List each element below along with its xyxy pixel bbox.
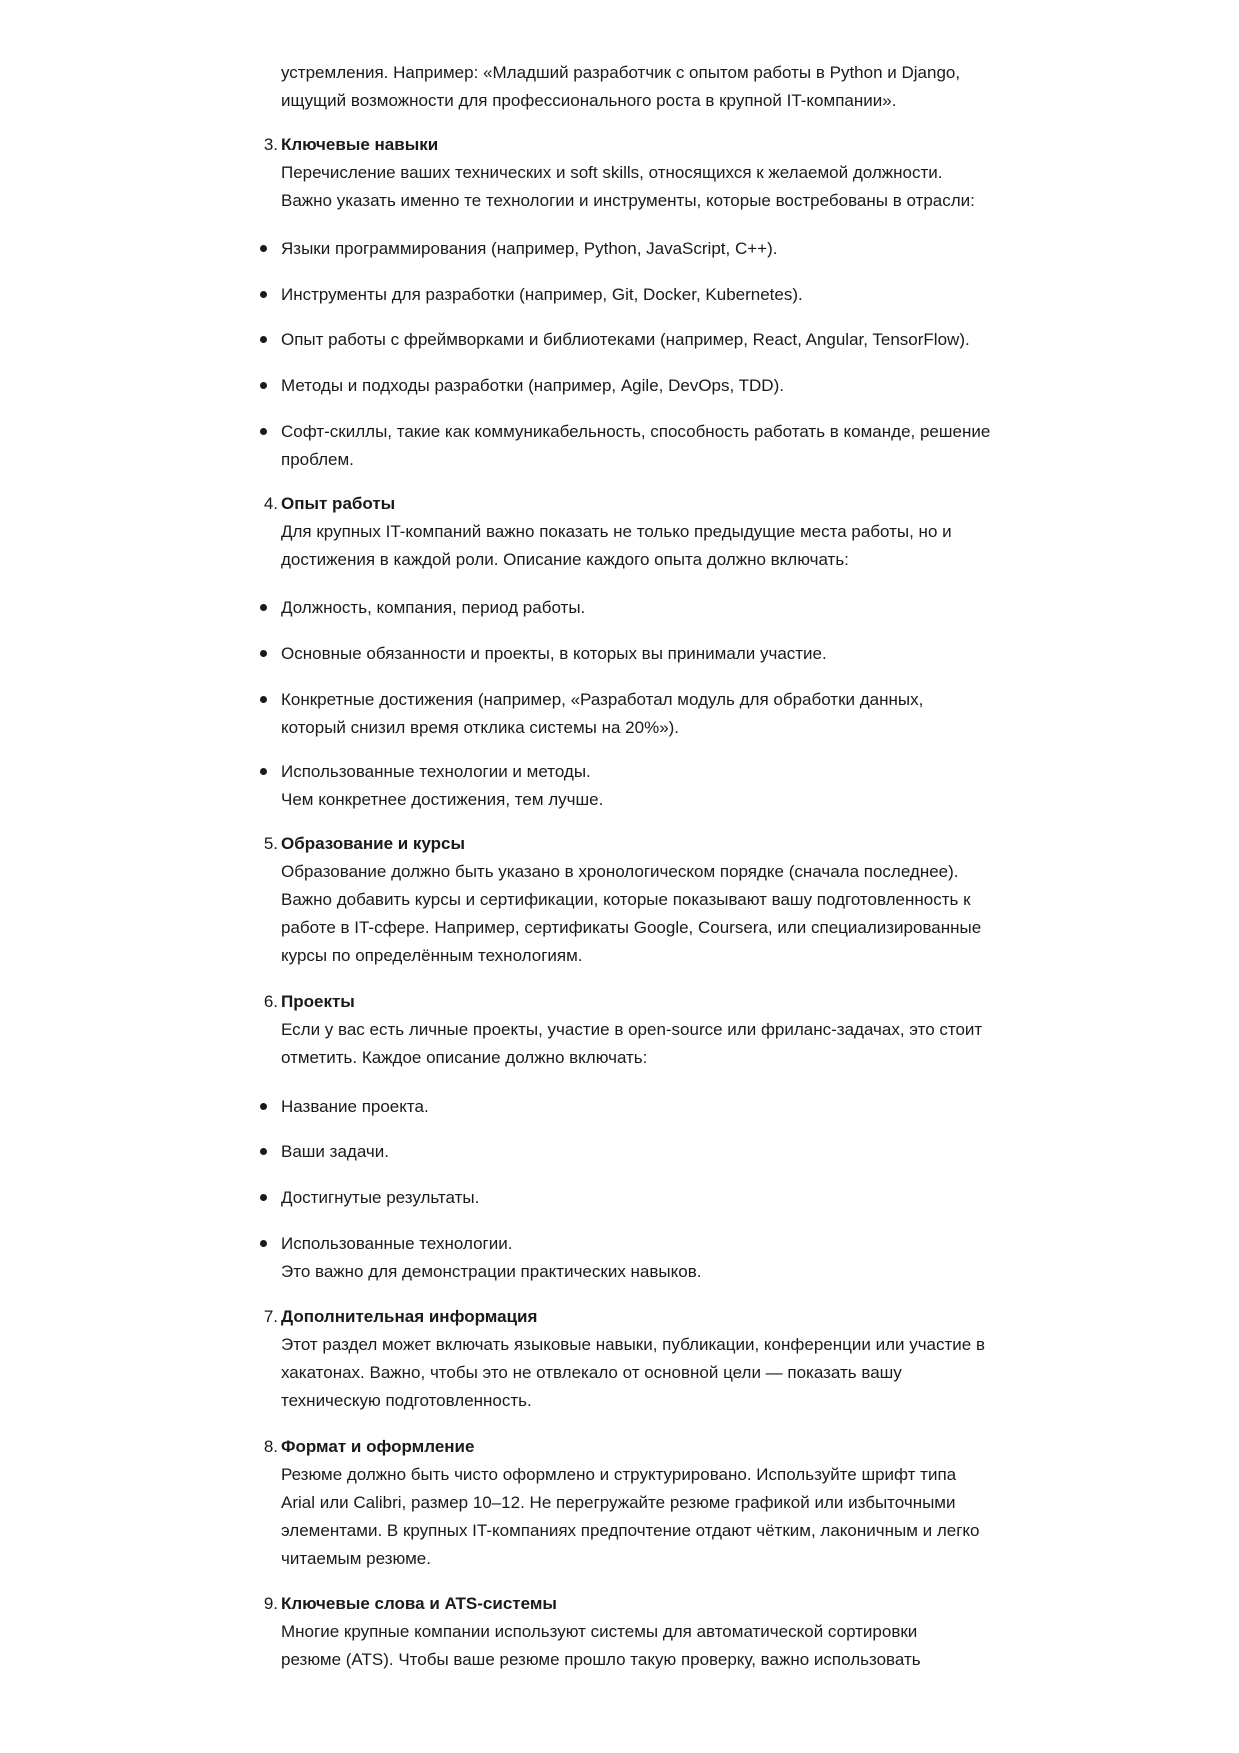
paragraph-line: курсы по определённым технологиям. <box>281 946 583 965</box>
paragraph-line: Важно указать именно те технологии и инструменты, которые востребованы в отрасли: <box>281 191 975 210</box>
list-item: Конкретные достижения (например, «Разработал модуль для обработки данных, <box>281 690 924 709</box>
section-number: 4. <box>263 494 278 513</box>
list-item: Методы и подходы разработки (например, Agile, DevOps, TDD). <box>281 376 784 395</box>
bullet-dot-icon <box>260 650 267 657</box>
list-item: Инструменты для разработки (например, Git, Docker, Kubernetes). <box>281 285 803 304</box>
section-title: Образование и курсы <box>281 834 466 853</box>
bullet-dot-icon <box>260 245 267 252</box>
section-title: Проекты <box>281 992 355 1011</box>
paragraph-line: Многие крупные компании используют системы для автоматической сортировки <box>281 1622 918 1641</box>
paragraph-line: отметить. Каждое описание должно включать: <box>281 1048 648 1067</box>
bullet-dot-icon <box>260 1194 267 1201</box>
section-title: Ключевые слова и ATS-системы <box>281 1594 557 1613</box>
bullet-dot-icon <box>260 1148 267 1155</box>
list-item-continuation: Чем конкретнее достижения, тем лучше. <box>281 790 604 809</box>
section-title: Ключевые навыки <box>281 135 439 154</box>
bullet-dot-icon <box>260 291 267 298</box>
list-item: Использованные технологии и методы. <box>281 762 591 781</box>
bullet-dot-icon <box>260 428 267 435</box>
paragraph-line: работе в IT-сфере. Например, сертификаты Google, Coursera, или специализированные <box>281 918 982 937</box>
list-item-continuation: Это важно для демонстрации практических навыков. <box>281 1262 702 1281</box>
paragraph-line: достижения в каждой роли. Описание каждого опыта должно включать: <box>281 550 849 569</box>
paragraph-line: читаемым резюме. <box>281 1549 431 1568</box>
section-number: 7. <box>263 1307 278 1326</box>
paragraph-line: техническую подготовленность. <box>281 1391 532 1410</box>
section-title: Дополнительная информация <box>281 1307 538 1326</box>
list-item: Название проекта. <box>281 1097 429 1116</box>
list-item: Должность, компания, период работы. <box>281 598 586 617</box>
list-item: Опыт работы с фреймворками и библиотеками (например, React, Angular, TensorFlow). <box>281 330 970 349</box>
section-number: 9. <box>263 1594 278 1613</box>
paragraph-line: устремления. Например: «Младший разработчик с опытом работы в Python и Django, <box>281 63 961 82</box>
paragraph-line: хакатонах. Важно, чтобы это не отвлекало от основной цели — показать вашу <box>281 1363 902 1382</box>
paragraph-line: Этот раздел может включать языковые навыки, публикации, конференции или участие в <box>281 1335 986 1354</box>
list-item: Использованные технологии. <box>281 1234 513 1253</box>
section-title: Опыт работы <box>281 494 396 513</box>
paragraph-line: Для крупных IT-компаний важно показать не только предыдущие места работы, но и <box>281 522 952 541</box>
section-number: 6. <box>263 992 278 1011</box>
list-item-continuation: который снизил время отклика системы на 20%»). <box>281 718 680 737</box>
paragraph-line: Перечисление ваших технических и soft skills, относящихся к желаемой должности. <box>281 163 943 182</box>
section-number: 5. <box>263 834 278 853</box>
paragraph-line: элементами. В крупных IT-компаниях предпочтение отдают чётким, лаконичным и легко <box>281 1521 980 1540</box>
bullet-dot-icon <box>260 696 267 703</box>
paragraph-line: Arial или Calibri, размер 10–12. Не перегружайте резюме графикой или избыточными <box>281 1493 956 1512</box>
bullet-dot-icon <box>260 604 267 611</box>
paragraph-line: Резюме должно быть чисто оформлено и структурировано. Используйте шрифт типа <box>281 1465 957 1484</box>
list-item: Языки программирования (например, Python, JavaScript, C++). <box>281 239 778 258</box>
paragraph-line: Важно добавить курсы и сертификации, которые показывают вашу подготовленность к <box>281 890 971 909</box>
bullet-dot-icon <box>260 1240 267 1247</box>
list-item-continuation: проблем. <box>281 450 354 469</box>
bullet-dot-icon <box>260 768 267 775</box>
paragraph-line: Образование должно быть указано в хронологическом порядке (сначала последнее). <box>281 862 959 881</box>
bullet-dot-icon <box>260 382 267 389</box>
list-item: Достигнутые результаты. <box>281 1188 480 1207</box>
list-item: Основные обязанности и проекты, в которых вы принимали участие. <box>281 644 827 663</box>
section-number: 3. <box>263 135 278 154</box>
section-number: 8. <box>263 1437 278 1456</box>
paragraph-line: резюме (ATS). Чтобы ваше резюме прошло такую проверку, важно использовать <box>281 1650 921 1669</box>
list-item: Ваши задачи. <box>281 1142 389 1161</box>
bullet-dot-icon <box>260 336 267 343</box>
section-title: Формат и оформление <box>281 1437 475 1456</box>
paragraph-line: ищущий возможности для профессионального роста в крупной IT-компании». <box>281 91 897 110</box>
bullet-dot-icon <box>260 1103 267 1110</box>
list-item: Софт-скиллы, такие как коммуникабельность, способность работать в команде, решение <box>281 422 991 441</box>
paragraph-line: Если у вас есть личные проекты, участие в open-source или фриланс-задачах, это стоит <box>281 1020 983 1039</box>
